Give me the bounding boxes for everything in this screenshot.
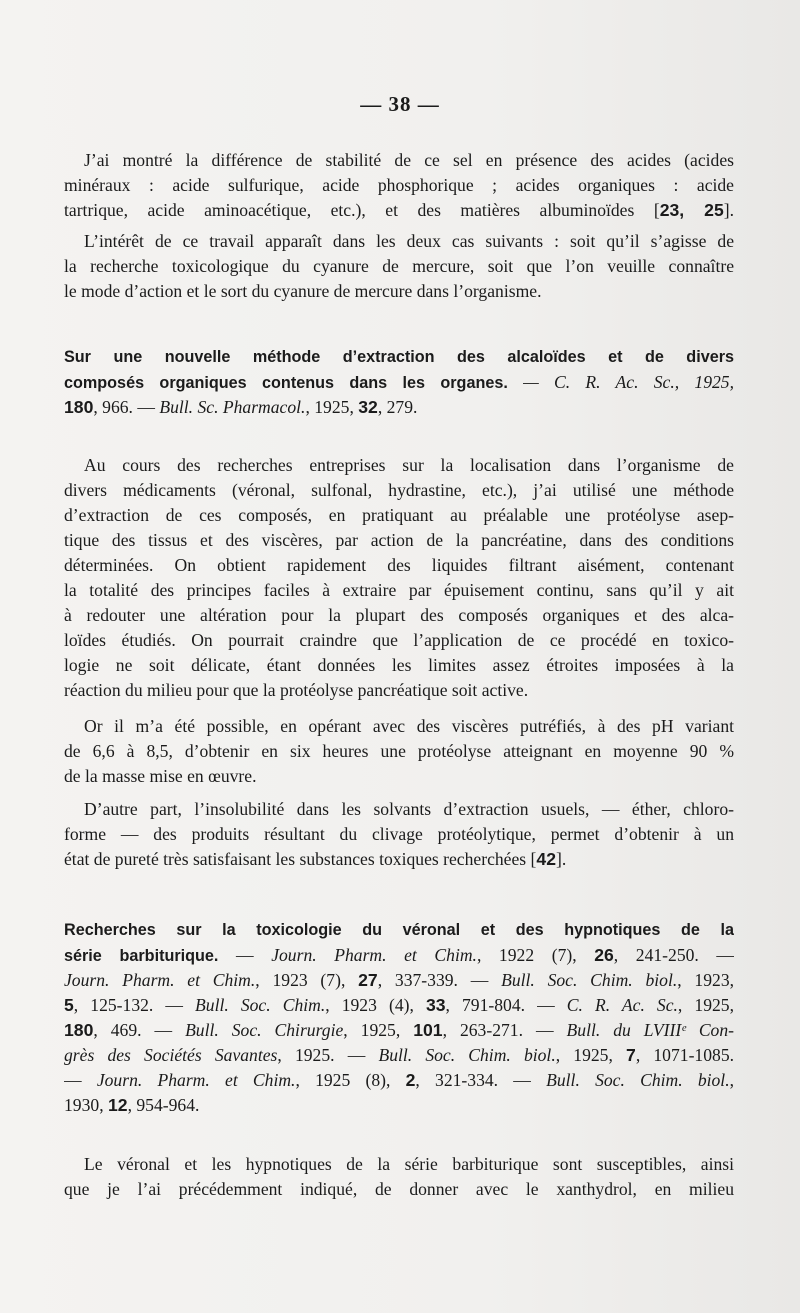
text-line: minéraux : acide sulfurique, acide phosphorique ; acides organiques : acide — [64, 175, 734, 195]
section-reference: Journ. Pharm. et Chim., 1923 (7), 27, 337-339. — Bull. Soc. Chim. biol., 1923, — [64, 970, 734, 990]
section-title: Sur une nouvelle méthode d’extraction des alcaloïdes et de divers — [64, 348, 734, 366]
section-reference: 5, 125-132. — Bull. Soc. Chim., 1923 (4), 33, 791-804. — C. R. Ac. Sc., 1925, — [64, 995, 734, 1015]
text-line: loïdes étudiés. On pourrait craindre que l’application de ce procédé en toxico- — [64, 630, 734, 650]
text-line: Au cours des recherches entreprises sur la localisation dans l’organisme de — [84, 455, 734, 475]
paragraph-method — [64, 453, 734, 703]
text-line: forme — des produits résultant du clivage protéolytique, permet d’obtenir à un — [64, 824, 734, 844]
text-line: Or il m’a été possible, en opérant avec des viscères putréfiés, à des pH variant — [84, 716, 734, 736]
section-reference: 1930, 12, 954-964. — [64, 1095, 200, 1115]
text-line: état de pureté très satisfaisant les substances toxiques recherchées [42]. — [64, 849, 567, 869]
paragraph-solvents — [64, 797, 734, 872]
text-line: tique des tissus et des viscères, par action de la pancréatine, dans des conditions — [64, 530, 734, 550]
text-line: que je l’ai précédemment indiqué, de donner avec le xanthydrol, en milieu — [64, 1179, 734, 1199]
section-reference: grès des Sociétés Savantes, 1925. — Bull. Soc. Chim. biol., 1925, 7, 1071-1085. — [64, 1045, 734, 1065]
section-reference: 180, 469. — Bull. Soc. Chirurgie, 1925, 101, 263-271. — Bull. du LVIIIᵉ Con- — [64, 1020, 734, 1040]
paragraph-stability — [64, 148, 734, 223]
text-line: Le véronal et les hypnotiques de la série barbiturique sont susceptibles, ainsi — [84, 1154, 734, 1174]
section-reference: 180, 966. — Bull. Sc. Pharmacol., 1925, 32, 279. — [64, 397, 418, 417]
text-line: la recherche toxicologique du cyanure de mercure, soit que l’on veuille connaître — [64, 256, 734, 276]
section-reference: série barbiturique. — Journ. Pharm. et Chim., 1922 (7), 26, 241-250. — — [64, 945, 734, 965]
text-line: de la masse mise en œuvre. — [64, 766, 257, 786]
text-line: de 6,6 à 8,5, d’obtenir en six heures une protéolyse atteignant en moyenne 90 % — [64, 741, 734, 761]
text-line: L’intérêt de ce travail apparaît dans les deux cas suivants : soit qu’il s’agisse de — [84, 231, 734, 251]
text-line: logie ne soit délicate, étant données les limites assez étroites imposées à la — [64, 655, 734, 675]
page-number: — 38 — — [360, 92, 440, 116]
section-title: Recherches sur la toxicologie du véronal et des hypnotiques de la — [64, 921, 734, 939]
text-line: J’ai montré la différence de stabilité de ce sel en présence des acides (acides — [84, 150, 734, 170]
paragraph-barbiturates — [64, 1152, 734, 1202]
text-line: D’autre part, l’insolubilité dans les solvants d’extraction usuels, — éther, chloro- — [84, 799, 734, 819]
text-line: le mode d’action et le sort du cyanure de mercure dans l’organisme. — [64, 281, 542, 301]
paragraph-interest — [64, 229, 734, 304]
text-line: réaction du milieu pour que la protéolyse pancréatique soit active. — [64, 680, 529, 700]
section-heading-extraction — [64, 345, 734, 420]
text-line: à redouter une altération pour la plupart des composés organiques et des alca- — [64, 605, 734, 625]
paragraph-viscera — [64, 714, 734, 789]
text-line: d’extraction de ces composés, en pratiquant au préalable une protéolyse asep- — [64, 505, 734, 525]
section-reference: composés organiques contenus dans les organes. — C. R. Ac. Sc., 1925, — [64, 372, 734, 392]
text-line: tartrique, acide aminoacétique, etc.), et des matières albuminoïdes [23, 25]. — [64, 200, 734, 220]
text-line: la totalité des principes faciles à extraire par épuisement continu, sans qu’il y ait — [64, 580, 734, 600]
section-reference: — Journ. Pharm. et Chim., 1925 (8), 2, 321-334. — Bull. Soc. Chim. biol., — [64, 1070, 734, 1090]
text-line: déterminées. On obtient rapidement des liquides filtrant aisément, contenant — [64, 555, 734, 575]
section-heading-veronal — [64, 918, 734, 1118]
text-line: divers médicaments (véronal, sulfonal, hydrastine, etc.), j’ai utilisé une méthode — [64, 480, 734, 500]
